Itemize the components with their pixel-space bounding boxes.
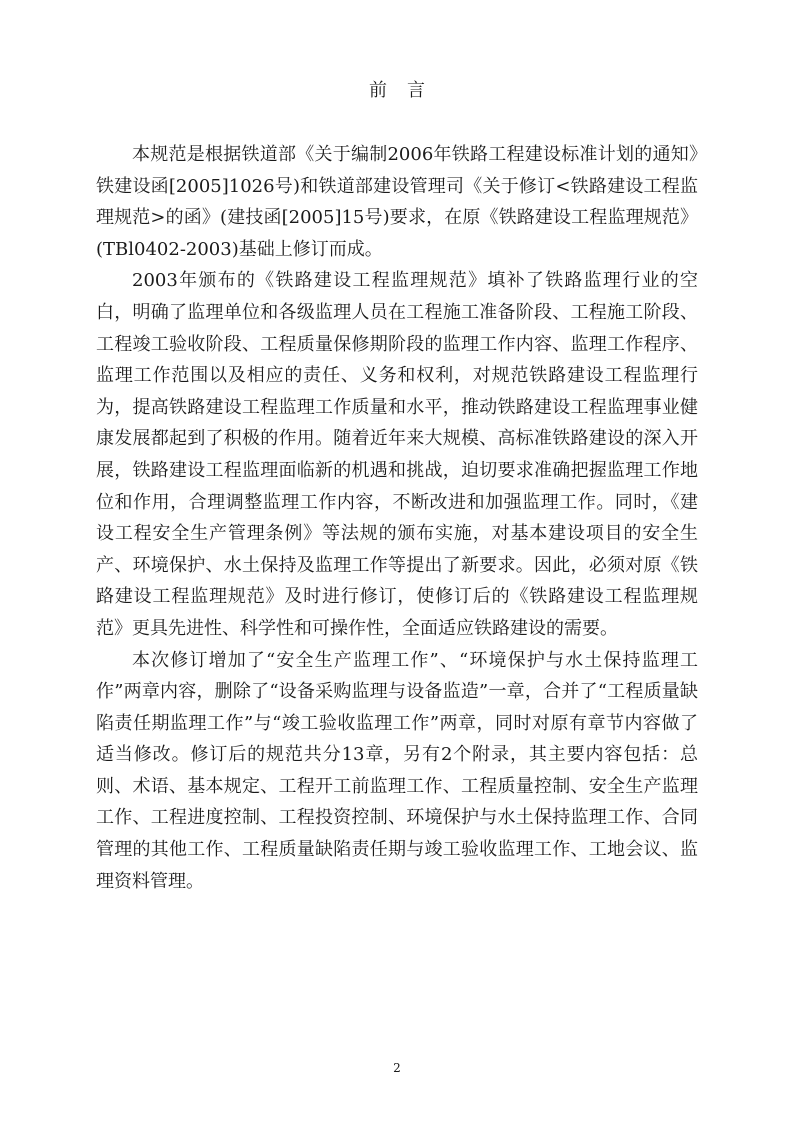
body-text [96, 139, 698, 897]
paragraph-1: 本规范是根据铁道部《关于编制2006年铁路工程建设标准计划的通知》铁建设函[2005]1026号)和铁道部建设管理司《关于修订<铁路建设工程监理规范>的函》(建技函[2005]15号)要求，在原《铁路建设工程监理规范》(TBl0402-2003)基础上修订而成。 [96, 144, 698, 260]
page-title: 前言 [369, 80, 445, 101]
paragraph-3: 本次修订增加了“安全生产监理工作”、“环境保护与水土保持监理工作”两章内容，删除了“设备采购监理与设备监造”一章，合并了“工程质量缺陷责任期监理工作”与“竣工验收监理工作”两章，同时对原有章节内容做了适当修改。修订后的规范共分13章，另有2个附录，其主要内容包括：总则、术语、基本规定、工程开工前监理工作、工程质量控制、安全生产监理工作、工程进度控制、工程投资控制、环境保护与水土保持监理工作、合同管理的其他工作、工程质量缺陷责任期与竣工验收监理工作、工地会议、监理资料管理。 [96, 649, 698, 892]
paragraph-2: 2003年颁布的《铁路建设工程监理规范》填补了铁路监理行业的空白，明确了监理单位和各级监理人员在工程施工准备阶段、工程施工阶段、工程竣工验收阶段、工程质量保修期阶段的监理工作内容、监理工作程序、监理工作范围以及相应的责任、义务和权利，对规范铁路建设工程监理行为，提高铁路建设工程监理工作质量和水平，推动铁路建设工程监理事业健康发展都起到了积极的作用。随着近年来大规模、高标准铁路建设的深入开展，铁路建设工程监理面临新的机遇和挑战，迫切要求准确把握监理工作地位和作用，合理调整监理工作内容，不断改进和加强监理工作。同时，《建设工程安全生产管理条例》等法规的颁布实施，对基本建设项目的安全生产、环境保护、水土保持及监理工作等提出了新要求。因此，必须对原《铁路建设工程监理规范》及时进行修订，使修订后的《铁路建设工程监理规范》更具先进性、科学性和可操作性，全面适应铁路建设的需要。 [96, 270, 698, 639]
page-number: 2 [393, 1061, 401, 1075]
